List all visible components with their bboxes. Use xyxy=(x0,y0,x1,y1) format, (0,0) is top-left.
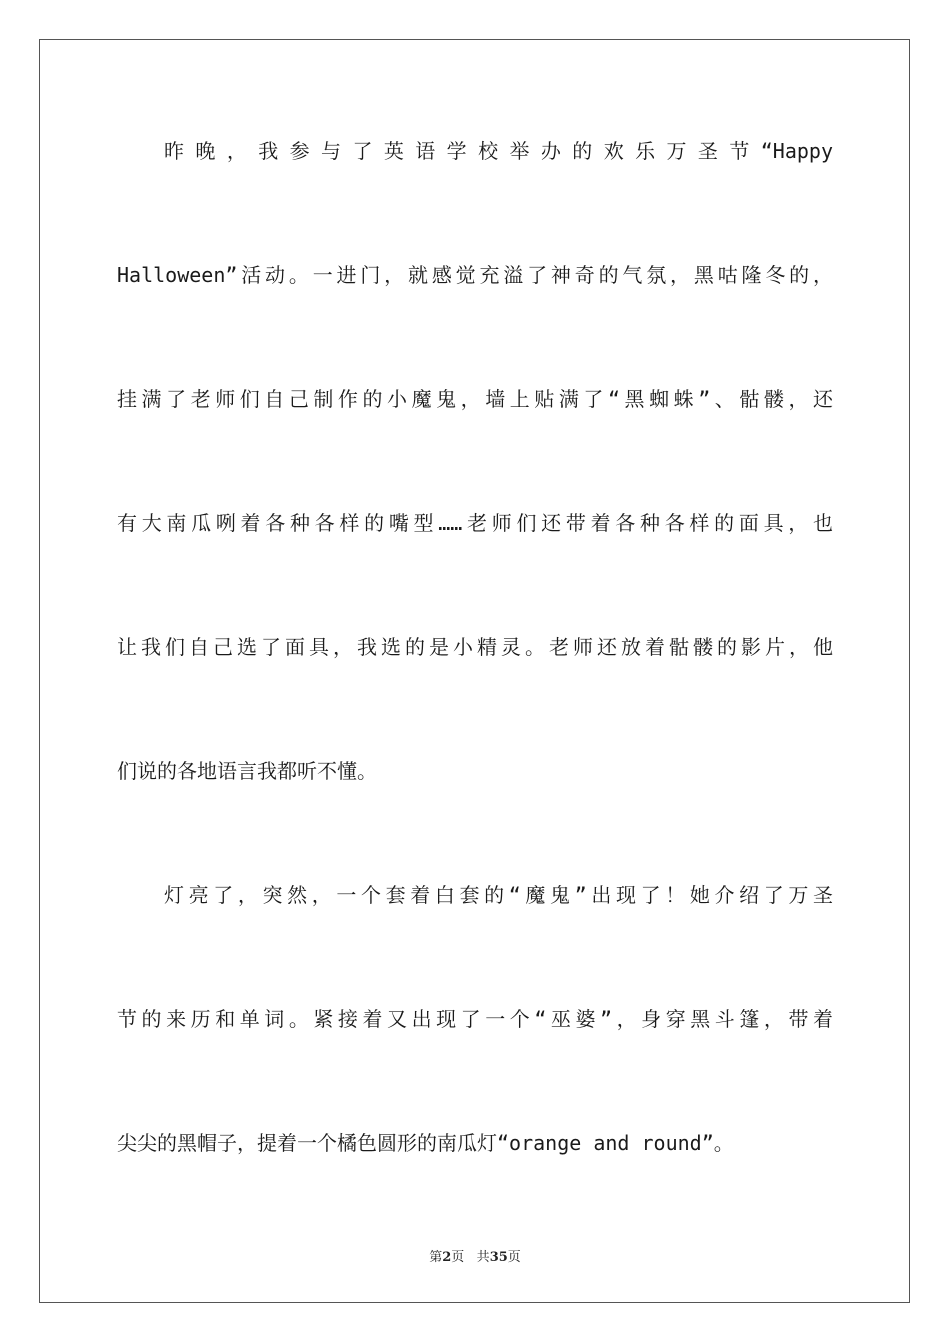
text-line: 节的来历和单词。紧接着又出现了一个“巫婆”，身穿黑斗篷，带着 xyxy=(117,1007,833,1031)
paragraph-1 xyxy=(117,120,833,802)
text-line: 昨晚，我参与了英语学校举办的欢乐万圣节“Happy xyxy=(164,139,833,163)
text-line: 尖尖的黑帽子，提着一个橘色圆形的南瓜灯“orange and round”。 xyxy=(117,1131,734,1155)
text-line: 让我们自己选了面具，我选的是小精灵。老师还放着骷髅的影片，他 xyxy=(117,635,833,659)
text-line: 灯亮了，突然，一个套着白套的“魔鬼”出现了！她介绍了万圣 xyxy=(164,883,833,907)
page-suffix: 页 xyxy=(451,1250,465,1265)
total-prefix: 共 xyxy=(476,1250,490,1265)
paragraph-2 xyxy=(117,864,833,1174)
page-number: 2 xyxy=(442,1250,452,1265)
total-suffix: 页 xyxy=(507,1250,521,1265)
text-line: 有大南瓜咧着各种各样的嘴型……老师们还带着各种各样的面具，也 xyxy=(117,511,833,535)
document-body xyxy=(117,120,833,1174)
page-prefix: 第 xyxy=(429,1250,443,1265)
total-pages: 35 xyxy=(489,1250,508,1265)
text-line: 挂满了老师们自己制作的小魔鬼，墙上贴满了“黑蜘蛛”、骷髅，还 xyxy=(117,387,833,411)
page-footer xyxy=(0,1246,950,1265)
text-line: Halloween”活动。一进门，就感觉充溢了神奇的气氛，黑咕隆冬的， xyxy=(117,263,833,287)
text-line: 们说的各地语言我都听不懂。 xyxy=(117,759,377,783)
